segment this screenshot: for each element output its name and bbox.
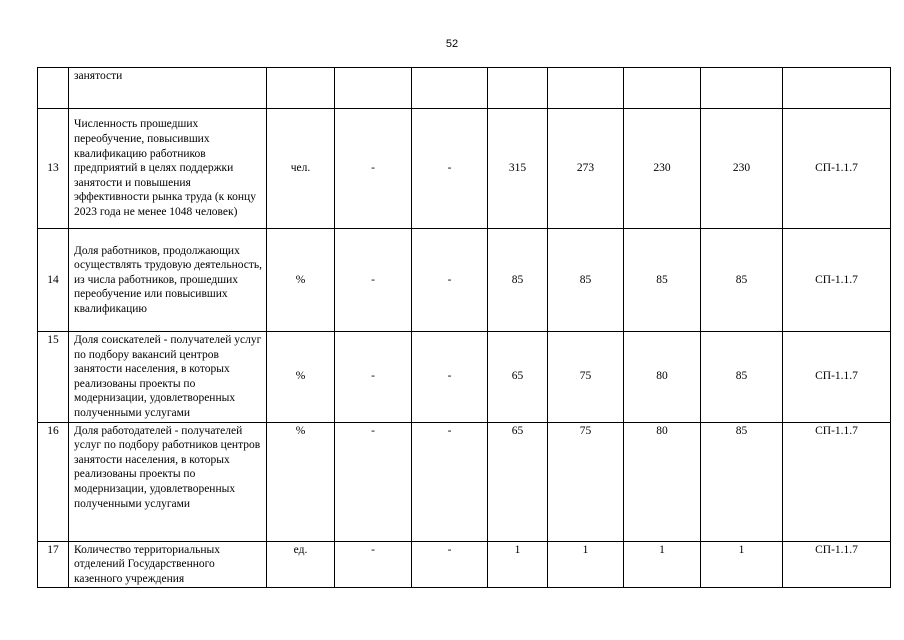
- table-row: [38, 541, 891, 588]
- value-cell: 230: [701, 109, 783, 229]
- value-cell: 1: [701, 541, 783, 588]
- value-cell: -: [412, 332, 488, 423]
- value-cell: 65: [488, 422, 548, 541]
- indicator-name: Количество территориальных отделений Государственного казенного учреждения: [69, 541, 267, 588]
- row-number: [38, 68, 69, 109]
- value-cell: 230: [624, 109, 701, 229]
- unit-cell: %: [267, 332, 335, 423]
- indicator-name: Численность прошедших переобучение, повысивших квалификацию работников предприятий в целях поддержки занятости и повышения эффективности рынка труда (к концу 2023 года не менее 1048 человек): [69, 109, 267, 229]
- table-row: [38, 229, 891, 332]
- value-cell: -: [335, 541, 412, 588]
- value-cell: -: [335, 229, 412, 332]
- row-number: 17: [38, 541, 69, 588]
- value-cell: 1: [548, 541, 624, 588]
- value-cell: 85: [701, 422, 783, 541]
- value-cell: [412, 68, 488, 109]
- value-cell: -: [412, 109, 488, 229]
- value-cell: -: [335, 332, 412, 423]
- value-cell: [488, 68, 548, 109]
- value-cell: 315: [488, 109, 548, 229]
- value-cell: 75: [548, 332, 624, 423]
- unit-cell: чел.: [267, 109, 335, 229]
- reference-cell: СП-1.1.7: [783, 422, 891, 541]
- table-row: [38, 332, 891, 423]
- value-cell: -: [335, 109, 412, 229]
- value-cell: 85: [488, 229, 548, 332]
- indicator-name: Доля работодателей - получателей услуг по подбору работников центров занятости населения, в которых реализованы проекты по модернизации, удовлетворенных полученными услугами: [69, 422, 267, 541]
- table-row: [38, 422, 891, 541]
- reference-cell: СП-1.1.7: [783, 229, 891, 332]
- row-number: 15: [38, 332, 69, 423]
- reference-cell: СП-1.1.7: [783, 541, 891, 588]
- value-cell: -: [335, 422, 412, 541]
- value-cell: [624, 68, 701, 109]
- unit-cell: %: [267, 422, 335, 541]
- value-cell: -: [412, 422, 488, 541]
- value-cell: 75: [548, 422, 624, 541]
- row-number: 16: [38, 422, 69, 541]
- value-cell: [548, 68, 624, 109]
- value-cell: [701, 68, 783, 109]
- value-cell: -: [412, 541, 488, 588]
- reference-cell: [783, 68, 891, 109]
- value-cell: [335, 68, 412, 109]
- unit-cell: [267, 68, 335, 109]
- value-cell: 1: [624, 541, 701, 588]
- table-row: [38, 109, 891, 229]
- value-cell: 65: [488, 332, 548, 423]
- indicator-name: Доля работников, продолжающих осуществлять трудовую деятельность, из числа работников, прошедших переобучение или повысивших квалификацию: [69, 229, 267, 332]
- value-cell: 85: [624, 229, 701, 332]
- value-cell: 80: [624, 422, 701, 541]
- table-row: [38, 68, 891, 109]
- value-cell: 85: [548, 229, 624, 332]
- value-cell: 273: [548, 109, 624, 229]
- value-cell: 85: [701, 229, 783, 332]
- value-cell: 85: [701, 332, 783, 423]
- indicator-name: занятости: [69, 68, 267, 109]
- reference-cell: СП-1.1.7: [783, 109, 891, 229]
- reference-cell: СП-1.1.7: [783, 332, 891, 423]
- value-cell: 1: [488, 541, 548, 588]
- value-cell: -: [412, 229, 488, 332]
- row-number: 13: [38, 109, 69, 229]
- row-number: 14: [38, 229, 69, 332]
- page-number: 52: [445, 38, 459, 50]
- unit-cell: ед.: [267, 541, 335, 588]
- value-cell: 80: [624, 332, 701, 423]
- indicators-table: [37, 67, 891, 588]
- unit-cell: %: [267, 229, 335, 332]
- indicator-name: Доля соискателей - получателей услуг по подбору вакансий центров занятости населения, в которых реализованы проекты по модернизации, удовлетворенных полученными услугами: [69, 332, 267, 423]
